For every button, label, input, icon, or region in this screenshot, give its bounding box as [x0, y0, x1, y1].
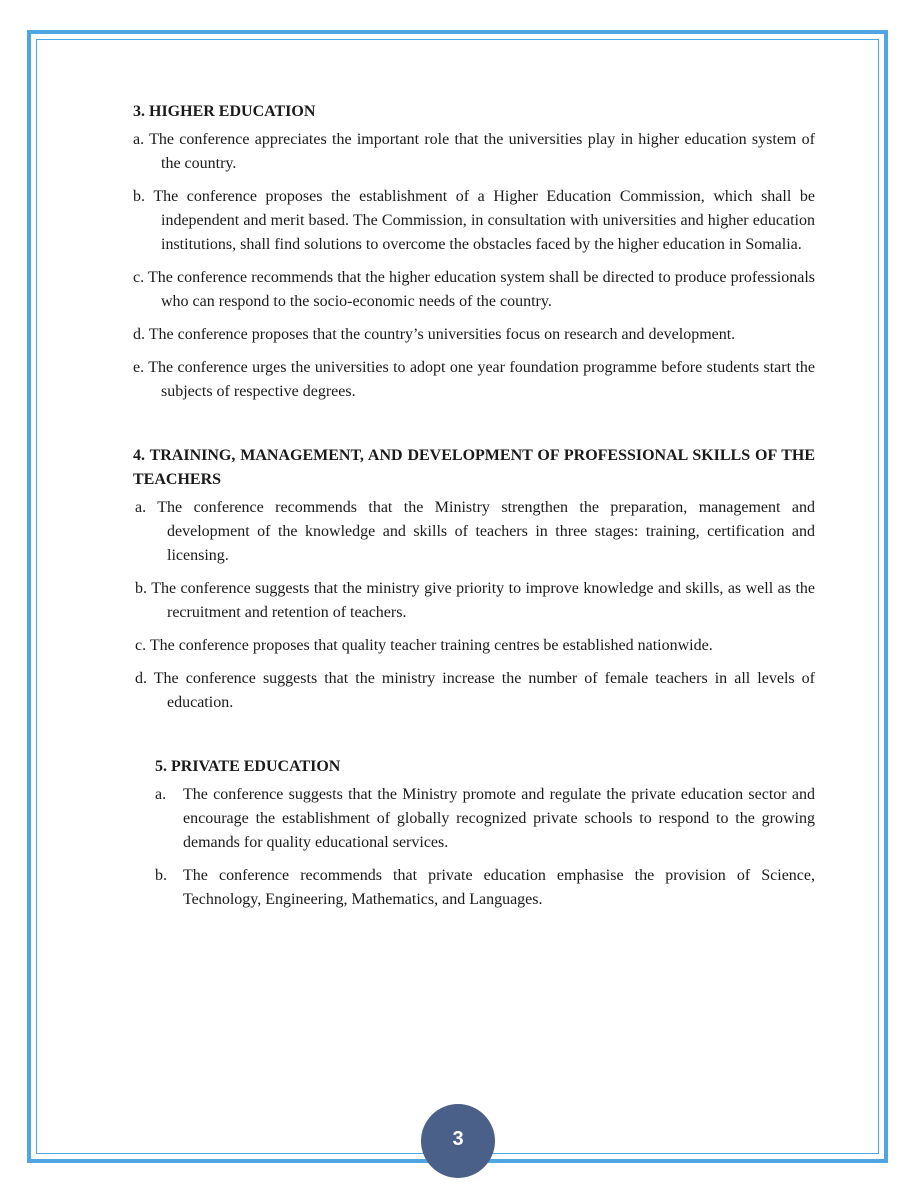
- list-marker: b.: [135, 580, 147, 597]
- list-marker: a.: [135, 499, 147, 516]
- list-item-text: The conference suggests that the ministry give priority to improve knowledge and skills, as well as the recruitment and retention of teachers.: [151, 580, 815, 621]
- section-teacher-training: [133, 444, 815, 715]
- list-item: [133, 185, 815, 257]
- list-item: [133, 323, 815, 347]
- page-number-badge: [421, 1104, 495, 1178]
- page-number: 3: [452, 1128, 464, 1150]
- list-marker: a.: [155, 786, 167, 803]
- list-item: [133, 128, 815, 176]
- list-marker: b.: [155, 867, 167, 884]
- list-item-text: The conference recommends that the Ministry strengthen the preparation, management and development of the knowledge and skills of teachers in three stages: training, certification and licensing.: [157, 499, 815, 564]
- list-marker: c.: [133, 269, 145, 286]
- list-marker: a.: [133, 131, 145, 148]
- list-item: [133, 266, 815, 314]
- list-item-text: The conference proposes that the country’s universities focus on research and development.: [148, 326, 736, 343]
- list-item-text: The conference proposes the establishment of a Higher Education Commission, which shall be independent and merit based. The Commission, in consultation with universities and higher education institutions, shall find solutions to overcome the obstacles faced by the higher education in Somalia.: [153, 188, 815, 253]
- section-private-education: [155, 755, 815, 912]
- list-marker: d.: [133, 326, 145, 343]
- list-item: [135, 577, 815, 625]
- list-item: [155, 783, 815, 855]
- list-item: [135, 496, 815, 568]
- section-heading: 3. HIGHER EDUCATION: [133, 103, 316, 120]
- section-heading: 4. TRAINING, MANAGEMENT, AND DEVELOPMENT OF PROFESSIONAL SKILLS OF THE TEACHERS: [133, 447, 815, 488]
- list-marker: e.: [133, 359, 145, 376]
- document-body: [133, 100, 815, 921]
- list-item-text: The conference recommends that private education emphasise the provision of Science, Technology, Engineering, Mathematics, and Languages.: [183, 867, 815, 908]
- list-item: [155, 864, 815, 912]
- list-item-text: The conference urges the universities to adopt one year foundation programme before students start the subjects of respective degrees.: [148, 359, 815, 400]
- list-item-text: The conference suggests that the ministry increase the number of female teachers in all levels of education.: [153, 670, 816, 711]
- list-item: [135, 634, 815, 658]
- list-item-text: The conference proposes that quality teacher training centres be established nationwide.: [149, 637, 713, 654]
- list-marker: c.: [135, 637, 147, 654]
- section-list: [155, 783, 815, 912]
- section-higher-education: [133, 100, 815, 404]
- list-item-text: The conference recommends that the higher education system shall be directed to produce professionals who can respond to the socio-economic needs of the country.: [147, 269, 815, 310]
- list-item: [133, 356, 815, 404]
- list-item-text: The conference suggests that the Ministry promote and regulate the private education sector and encourage the establishment of globally recognized private schools to respond to the growing demands for quality educational services.: [183, 786, 815, 851]
- section-list: [135, 496, 815, 715]
- list-marker: b.: [133, 188, 145, 205]
- section-heading: 5. PRIVATE EDUCATION: [155, 758, 341, 775]
- list-item: [135, 667, 815, 715]
- section-list: [133, 128, 815, 404]
- list-item-text: The conference appreciates the important role that the universities play in higher education system of the country.: [149, 131, 816, 172]
- list-marker: d.: [135, 670, 147, 687]
